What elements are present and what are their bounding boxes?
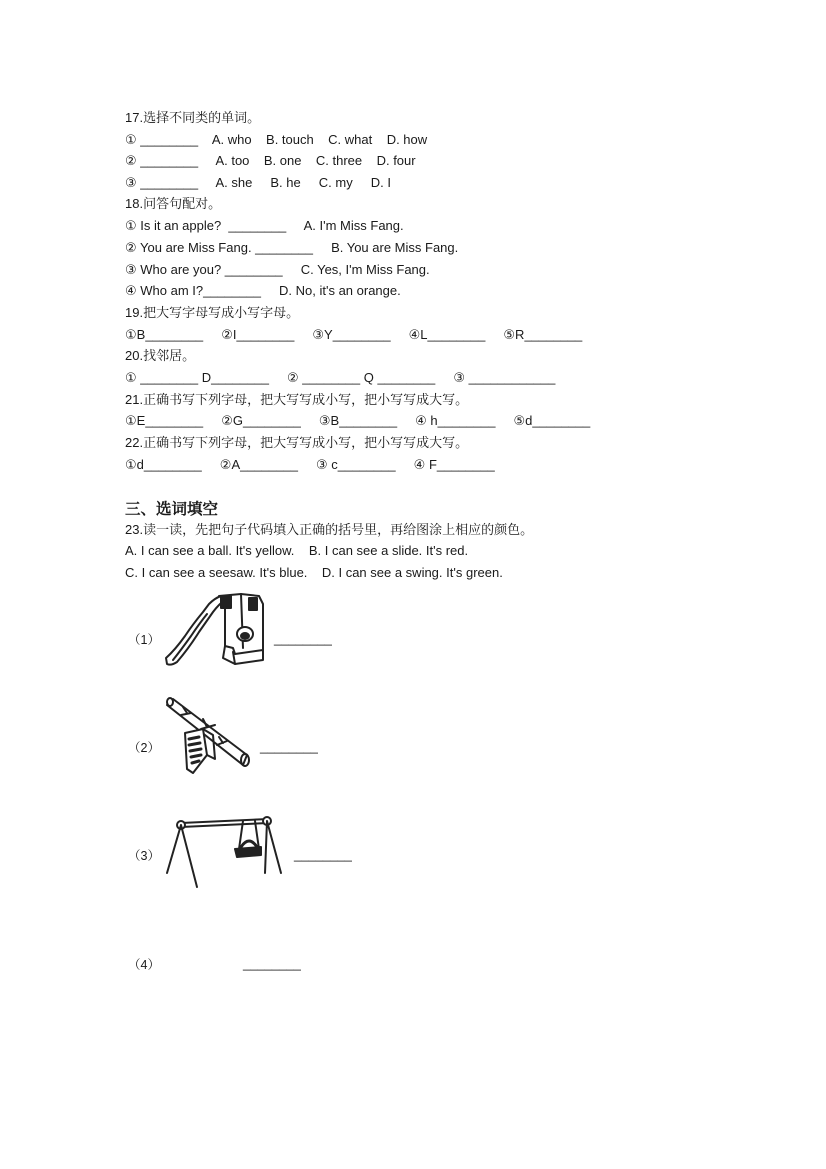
q22-items: ①d________ ②A________ ③ c________ ④ F________: [125, 457, 495, 472]
swing-icon: [163, 811, 289, 891]
q21-title: 21.正确书写下列字母，把大写写成小写，把小写写成大写。: [125, 392, 469, 407]
q18-item-1: ① Is it an apple? ________ A. I'm Miss Fang.: [125, 218, 404, 233]
item-4-label: （4）: [128, 958, 160, 972]
q19-items: ①B________ ②I________ ③Y________ ④L________ ⑤R________: [125, 327, 583, 342]
slide-icon: [163, 590, 273, 668]
q18-title: 18.问答句配对。: [125, 196, 222, 211]
item-1-label: （1）: [128, 633, 160, 647]
item-1-blank[interactable]: ________: [274, 631, 332, 646]
q22-title: 22.正确书写下列字母，把大写写成小写，把小写写成大写。: [125, 435, 469, 450]
item-4-blank[interactable]: ________: [243, 956, 301, 971]
q23-options-1: A. I can see a ball. It's yellow. B. I can see a slide. It's red.: [125, 543, 469, 558]
q17-item-1: ① ________ A. who B. touch C. what D. how: [125, 132, 428, 147]
section-title: 三、选词填空: [125, 500, 219, 518]
q19-title: 19.把大写字母写成小写字母。: [125, 305, 300, 320]
q18-item-2: ② You are Miss Fang. ________ B. You are Miss Fang.: [125, 240, 459, 255]
q20-items: ① ________ D________ ② ________ Q ________ ③ ____________: [125, 370, 556, 385]
q17-title: 17.选择不同类的单词。: [125, 110, 261, 125]
q23-prompt: 23.读一读，先把句子代码填入正确的括号里，再给图涂上相应的颜色。: [125, 522, 534, 537]
item-2-label: （2）: [128, 741, 160, 755]
q20-title: 20.找邻居。: [125, 348, 196, 363]
q18-item-4: ④ Who am I?________ D. No, it's an orange.: [125, 283, 401, 298]
q17-item-2: ② ________ A. too B. one C. three D. four: [125, 153, 416, 168]
q18-item-3: ③ Who are you? ________ C. Yes, I'm Miss Fang.: [125, 262, 430, 277]
q17-item-3: ③ ________ A. she B. he C. my D. I: [125, 175, 391, 190]
item-3-blank[interactable]: ________: [294, 847, 352, 862]
q23-options-2: C. I can see a seesaw. It's blue. D. I can see a swing. It's green.: [125, 565, 503, 580]
q21-items: ①E________ ②G________ ③B________ ④ h________ ⑤d________: [125, 413, 591, 428]
item-2-blank[interactable]: ________: [260, 739, 318, 754]
item-3-label: （3）: [128, 849, 160, 863]
seesaw-icon: [163, 693, 253, 775]
